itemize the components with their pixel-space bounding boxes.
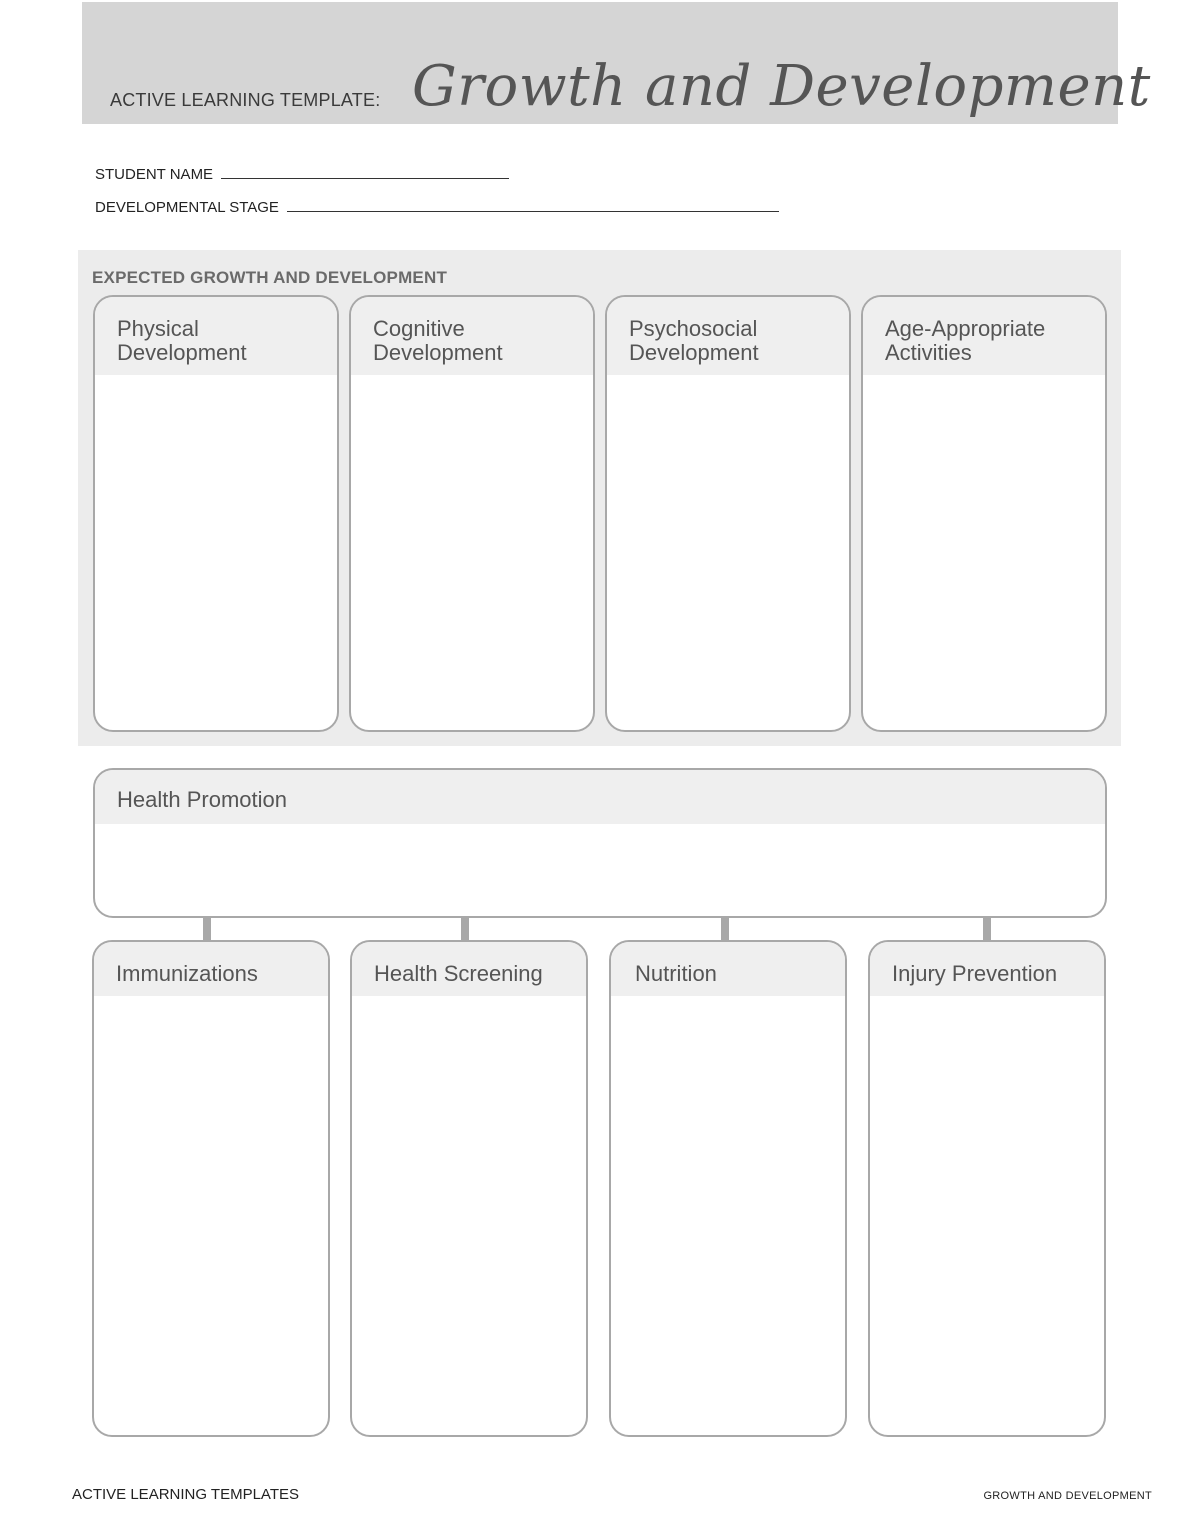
connector-line	[721, 917, 729, 941]
card-title: Injury Prevention	[892, 961, 1058, 986]
developmental-stage-line[interactable]	[287, 199, 779, 212]
card-header	[870, 942, 1104, 996]
card-title-line2: Activities	[885, 340, 972, 365]
connector-line	[983, 917, 991, 941]
card-header	[611, 942, 845, 996]
card-title: Health Screening	[374, 961, 543, 986]
health-promotion-header	[95, 770, 1105, 824]
card-header	[352, 942, 586, 996]
card-title-line1: Cognitive	[373, 316, 465, 341]
page-title: Growth and Development	[412, 54, 1151, 119]
header-band	[82, 2, 1151, 124]
connector-line	[203, 917, 211, 941]
card-title-line2: Development	[117, 340, 247, 365]
card-header	[607, 297, 849, 375]
card-header	[863, 297, 1105, 375]
health-promotion-box[interactable]	[93, 768, 1107, 918]
student-name-label: STUDENT NAME	[95, 166, 214, 183]
injury-prevention-box[interactable]	[868, 940, 1106, 1437]
developmental-stage-label: DEVELOPMENTAL STAGE	[95, 199, 279, 216]
student-name-field[interactable]	[95, 166, 509, 183]
psychosocial-development-box[interactable]	[605, 295, 851, 732]
physical-development-box[interactable]	[93, 295, 339, 732]
connector-line	[461, 917, 469, 941]
section-heading: EXPECTED GROWTH AND DEVELOPMENT	[92, 268, 448, 287]
nutrition-box[interactable]	[609, 940, 847, 1437]
card-header	[95, 297, 337, 375]
card-title-line2: Development	[629, 340, 759, 365]
footer-left: ACTIVE LEARNING TEMPLATES	[72, 1486, 299, 1503]
card-title-line2: Development	[373, 340, 503, 365]
card-title-line1: Psychosocial	[629, 316, 758, 341]
footer-right: GROWTH AND DEVELOPMENT	[983, 1490, 1152, 1502]
card-header	[94, 942, 328, 996]
developmental-stage-field[interactable]	[95, 199, 779, 216]
card-title-line1: Physical	[117, 316, 199, 341]
template-label: ACTIVE LEARNING TEMPLATE:	[110, 90, 381, 110]
immunizations-box[interactable]	[92, 940, 330, 1437]
card-title: Nutrition	[635, 961, 717, 986]
card-title-line1: Age-Appropriate	[885, 316, 1046, 341]
health-screening-box[interactable]	[350, 940, 588, 1437]
expected-growth-panel	[78, 250, 1121, 746]
cognitive-development-box[interactable]	[349, 295, 595, 732]
health-promotion-title: Health Promotion	[117, 787, 287, 812]
student-name-line[interactable]	[221, 166, 509, 179]
card-title: Immunizations	[116, 961, 258, 986]
card-header	[351, 297, 593, 375]
age-appropriate-activities-box[interactable]	[861, 295, 1107, 732]
